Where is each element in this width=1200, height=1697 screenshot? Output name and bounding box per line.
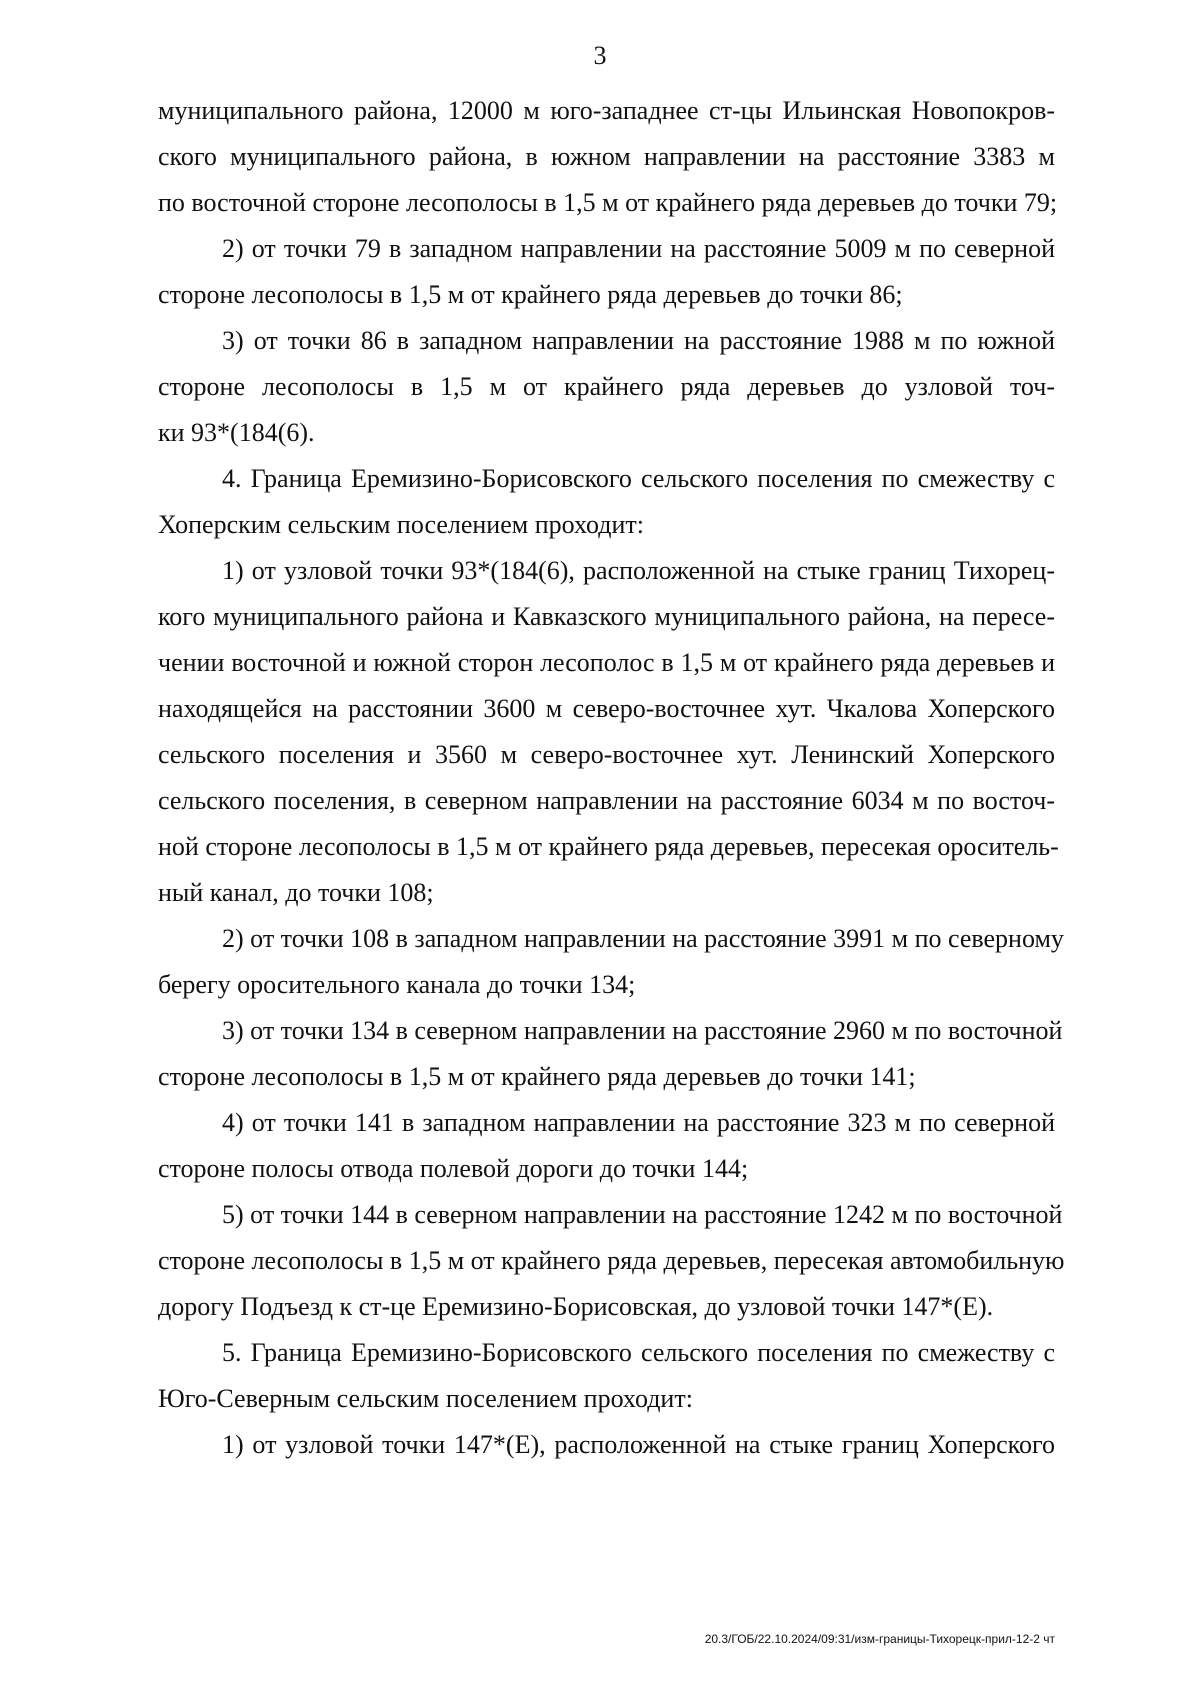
page-number: 3 (593, 41, 607, 70)
text-line: стороне лесополосы в 1,5 м от крайнего ряда деревьев, пересекая автомобильную (158, 1246, 1065, 1275)
text-line: 3) от точки 86 в западном направлении на расстояние 1988 м по южной (222, 326, 1055, 355)
text-line: Хоперским сельским поселением проходит: (158, 510, 644, 539)
text-line: 2) от точки 108 в западном направлении на расстояние 3991 м по северному (222, 924, 1064, 953)
text-line: ского муниципального района, в южном направлении на расстояние 3383 м (158, 142, 1055, 171)
text-line: стороне лесополосы в 1,5 м от крайнего ряда деревьев до точки 86; (158, 280, 903, 309)
text-line: берегу оросительного канала до точки 134; (158, 970, 636, 999)
text-line: 1) от узловой точки 93*(184(6), расположенной на стыке границ Тихорец- (222, 556, 1055, 585)
text-line: стороне лесополосы в 1,5 м от крайнего ряда деревьев до узловой точ- (158, 372, 1055, 401)
text-line: 5) от точки 144 в северном направлении на расстояние 1242 м по восточной (222, 1200, 1063, 1229)
text-line: сельского поселения и 3560 м северо-восточнее хут. Ленинский Хоперского (158, 740, 1055, 769)
text-line: стороне полосы отвода полевой дороги до точки 144; (158, 1154, 749, 1183)
text-line: чении восточной и южной сторон лесополос в 1,5 м от крайнего ряда деревьев и (158, 648, 1055, 677)
footer-file-reference: 20.3/ГОБ/22.10.2024/09:31/изм-границы-Тихорецк-прил-12-2 чт (704, 1632, 1055, 1646)
text-line: кого муниципального района и Кавказского муниципального района, на пересе- (158, 602, 1055, 631)
document-body (158, 88, 1065, 1468)
text-line: ный канал, до точки 108; (158, 878, 434, 907)
text-line: Юго-Северным сельским поселением проходит: (158, 1384, 693, 1413)
text-line: сельского поселения, в северном направлении на расстояние 6034 м по восточ- (158, 786, 1055, 815)
text-line: 5. Граница Еремизино-Борисовского сельского поселения по смежеству с (222, 1338, 1055, 1367)
text-line: дорогу Подъезд к ст-це Еремизино-Борисовская, до узловой точки 147*(Е). (158, 1292, 994, 1321)
text-line: 2) от точки 79 в западном направлении на расстояние 5009 м по северной (222, 234, 1055, 263)
text-line: 4. Граница Еремизино-Борисовского сельского поселения по смежеству с (222, 464, 1055, 493)
text-line: ной стороне лесополосы в 1,5 м от крайнего ряда деревьев, пересекая ороситель- (158, 832, 1059, 861)
text-line: по восточной стороне лесополосы в 1,5 м от крайнего ряда деревьев до точки 79; (158, 188, 1058, 217)
text-line: 3) от точки 134 в северном направлении на расстояние 2960 м по восточной (222, 1016, 1063, 1045)
text-line: муниципального района, 12000 м юго-западнее ст-цы Ильинская Новопокров- (158, 96, 1055, 125)
text-line: находящейся на расстоянии 3600 м северо-восточнее хут. Чкалова Хоперского (158, 694, 1055, 723)
text-line: стороне лесополосы в 1,5 м от крайнего ряда деревьев до точки 141; (158, 1062, 916, 1091)
text-line: 1) от узловой точки 147*(Е), расположенной на стыке границ Хоперского (222, 1430, 1055, 1459)
text-line: ки 93*(184(6). (158, 418, 315, 447)
text-line: 4) от точки 141 в западном направлении на расстояние 323 м по северной (222, 1108, 1055, 1137)
